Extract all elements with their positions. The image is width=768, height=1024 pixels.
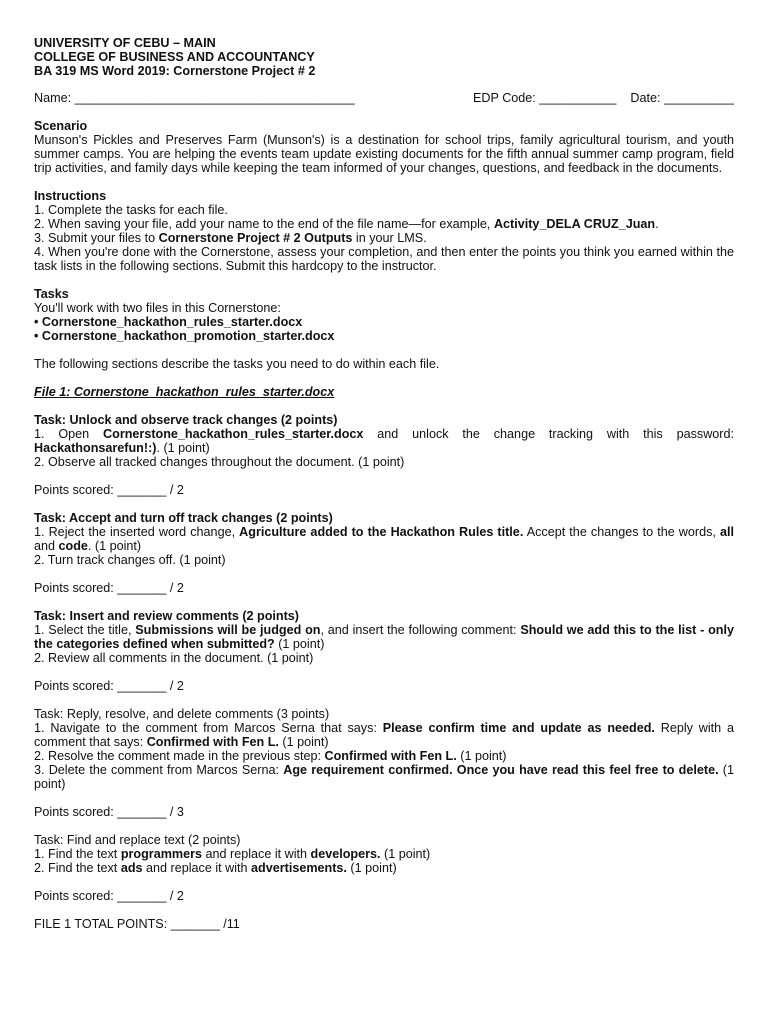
task4-comment-ref: Please confirm time and update as needed. <box>382 721 655 735</box>
task5-step1 <box>34 847 734 861</box>
task5-step1-text: 1. Find the text <box>34 847 121 861</box>
task1-step1 <box>34 427 734 455</box>
task4-delete-ref: Age requirement confirmed. Once you have read this feel free to delete. <box>283 763 719 777</box>
task4-step1-text: 1. Navigate to the comment from Marcos Serna that says: <box>34 721 383 735</box>
task3-title: Task: Insert and review comments (2 points) <box>34 609 300 623</box>
task2-title: Task: Accept and turn off track changes (2 points) <box>34 511 333 525</box>
instruction-3 <box>34 231 734 245</box>
scenario-heading: Scenario <box>34 119 88 133</box>
task1-filename: Cornerstone_hackathon_rules_starter.docx <box>103 427 364 441</box>
task3-comment: Should we add this to the list - only the categories defined when submitted? <box>34 623 734 651</box>
task2-step1-mid: Accept the changes to the words, <box>523 525 720 539</box>
task4-step3-end: (1 point) <box>34 763 734 791</box>
task1-step2: 2. Observe all tracked changes throughout the document. (1 point) <box>34 455 405 469</box>
task4-step1-mid: Reply with a comment that says: <box>34 721 734 749</box>
task2-and: and <box>34 539 59 553</box>
task1-title: Task: Unlock and observe track changes (2 points) <box>34 413 338 427</box>
task4-points: Points scored: _______ / 3 <box>34 805 184 819</box>
task2-word-all: all <box>719 525 734 539</box>
task1-step1-mid: and unlock the change tracking with this password: <box>363 427 734 441</box>
instruction-2-end: . <box>655 217 659 231</box>
task4-step3-text: 3. Delete the comment from Marcos Serna: <box>34 763 284 777</box>
task5-step1-end: (1 point) <box>380 847 431 861</box>
course-title: BA 319 MS Word 2019: Cornerstone Project # 2 <box>34 64 316 78</box>
task3-points: Points scored: _______ / 2 <box>34 679 184 693</box>
task4-step1-end: (1 point) <box>278 735 329 749</box>
task4-step1 <box>34 721 734 749</box>
task3-step1-end: (1 point) <box>274 637 325 651</box>
task4-resolve-ref: Confirmed with Fen L. <box>324 749 457 763</box>
document-header <box>34 36 734 78</box>
tasks-intro: You'll work with two files in this Cornerstone: <box>34 301 281 315</box>
instruction-2-text: 2. When saving your file, add your name to the end of the file name—for example, <box>34 217 494 231</box>
task5-title: Task: Find and replace text (2 points) <box>34 833 241 847</box>
file1-title: File 1: Cornerstone_hackathon_rules_starter.docx <box>34 385 335 399</box>
file-a-name: • Cornerstone_hackathon_rules_starter.docx <box>34 315 303 329</box>
instruction-4: 4. When you're done with the Cornerstone, assess your completion, and then enter the points you think you earned within the task lists in the following sections. Submit this hardcopy to the instructor. <box>34 245 734 273</box>
task3-step1-text: 1. Select the title, <box>34 623 136 637</box>
task4-step2-end: (1 point) <box>456 749 507 763</box>
task4-step3 <box>34 763 734 791</box>
edp-date-fields <box>473 91 734 105</box>
task3-step2: 2. Review all comments in the document. (1 point) <box>34 651 314 665</box>
college-name: COLLEGE OF BUSINESS AND ACCOUNTANCY <box>34 50 315 64</box>
task2-step1-text: 1. Reject the inserted word change, <box>34 525 240 539</box>
task3-step1 <box>34 623 734 651</box>
task5-step2 <box>34 861 734 875</box>
edp-code-field: EDP Code: ___________ <box>473 91 617 105</box>
task2-step1-end: . (1 point) <box>87 539 142 553</box>
file1-total-points: FILE 1 TOTAL POINTS: _______ /11 <box>34 917 240 931</box>
instruction-2 <box>34 217 734 231</box>
task2-step1 <box>34 525 734 553</box>
task5-step2-text: 2. Find the text <box>34 861 121 875</box>
task4-step2 <box>34 749 734 763</box>
task5-step1-mid: and replace it with <box>202 847 311 861</box>
task4-title: Task: Reply, resolve, and delete comments (3 points) <box>34 707 330 721</box>
task2-points: Points scored: _______ / 2 <box>34 581 184 595</box>
task1-points: Points scored: _______ / 2 <box>34 483 184 497</box>
date-field: Date: __________ <box>630 91 734 105</box>
name-field: Name: ________________________________________ <box>34 91 355 105</box>
instruction-1: 1. Complete the tasks for each file. <box>34 203 228 217</box>
task5-step2-end: (1 point) <box>346 861 397 875</box>
task5-find-1: programmers <box>120 847 203 861</box>
task3-step1-mid: , and insert the following comment: <box>320 623 521 637</box>
tasks-following: The following sections describe the tasks you need to do within each file. <box>34 357 440 371</box>
task1-password: Hackathonsarefun!:) <box>34 441 157 455</box>
task2-change: Agriculture added to the Hackathon Rules title. <box>239 525 524 539</box>
task1-step1-end: . (1 point) <box>156 441 210 455</box>
instruction-3-text: 3. Submit your files to <box>34 231 159 245</box>
task2-word-code: code <box>58 539 88 553</box>
university-name: UNIVERSITY OF CEBU – MAIN <box>34 36 216 50</box>
task1-step1-text: 1. Open <box>34 427 104 441</box>
task2-step2: 2. Turn track changes off. (1 point) <box>34 553 226 567</box>
file-b-name: • Cornerstone_hackathon_promotion_starter.docx <box>34 329 335 343</box>
task5-points: Points scored: _______ / 2 <box>34 889 184 903</box>
document-page <box>34 36 734 931</box>
task3-title-ref: Submissions will be judged on <box>135 623 321 637</box>
task5-replace-2: advertisements. <box>251 861 347 875</box>
instructions-heading: Instructions <box>34 189 107 203</box>
scenario-text: Munson's Pickles and Preserves Farm (Munson's) is a destination for school trips, family agricultural tourism, and youth summer camps. You are helping the events team update existing documents for the fifth annual summer camp program, field trip activities, and family days while keeping the team informed of your changes, questions, and feedback in the documents. <box>34 133 734 175</box>
task4-reply: Confirmed with Fen L. <box>146 735 279 749</box>
instruction-3-end: in your LMS. <box>352 231 427 245</box>
task5-replace-1: developers. <box>310 847 381 861</box>
task4-step2-text: 2. Resolve the comment made in the previous step: <box>34 749 325 763</box>
student-info-row <box>34 91 734 105</box>
task5-step2-mid: and replace it with <box>142 861 252 875</box>
submission-folder: Cornerstone Project # 2 Outputs <box>158 231 353 245</box>
tasks-heading: Tasks <box>34 287 69 301</box>
task5-find-2: ads <box>120 861 143 875</box>
example-filename: Activity_DELA CRUZ_Juan <box>493 217 656 231</box>
